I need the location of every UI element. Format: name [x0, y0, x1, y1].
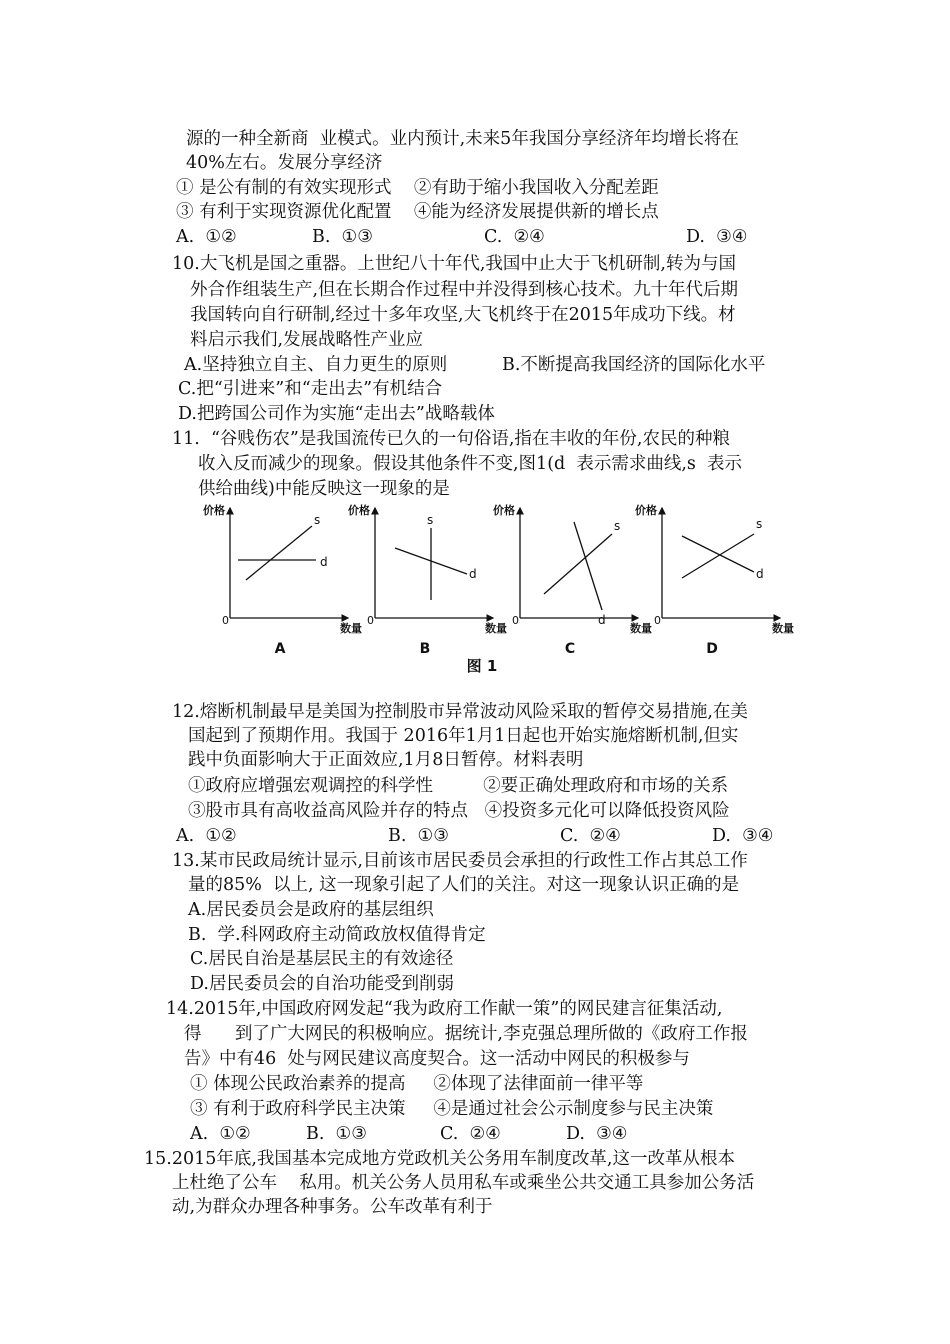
q12-answer-b: B. ①③	[388, 826, 449, 846]
q14-answer-a: A. ①②	[190, 1124, 251, 1144]
figure-caption: 图 1	[466, 657, 498, 675]
supply-demand-figure	[200, 500, 800, 690]
q10-stem-line-2: 外合作组装生产,但在长期合作过程中并没得到核心技术。九十年代后期	[190, 280, 739, 300]
q14-stem-line-3: 告》中有46 处与网民建议高度契合。这一活动中网民的积极参与	[184, 1049, 690, 1069]
panel-d-supply-curve	[682, 534, 754, 578]
q10-option-b: B.不断提高我国经济的国际化水平	[502, 355, 766, 375]
panel-d-y-label: 价格	[635, 504, 657, 517]
panel-c-label: C	[564, 641, 576, 657]
panel-c-s-label: s	[614, 519, 621, 533]
q10-option-c: C.把“引进来”和“走出去”有机结合	[178, 379, 443, 399]
q12-stem-line-3: 践中负面影响大于正面效应,1月8日暂停。材料表明	[188, 750, 584, 770]
q9-options-line-2: ③ 有利于实现资源优化配置 ④能为经济发展提供新的增长点	[176, 202, 659, 222]
q13-option-d: D.居民委员会的自治功能受到削弱	[190, 974, 454, 994]
panel-b-s-label: s	[427, 513, 434, 527]
panel-c-supply-curve	[544, 534, 612, 594]
q9-answer-b: B. ①③	[312, 227, 373, 247]
q9-text-line-2: 40%左右。发展分享经济	[186, 153, 383, 173]
panel-a-x-label: 数量	[340, 622, 362, 635]
q13-option-b: B. 学.科网政府主动简政放权值得肯定	[188, 925, 486, 945]
q9-answer-a: A. ①②	[176, 227, 237, 247]
panel-b-y-label: 价格	[348, 504, 370, 517]
panel-c-d-label: d	[598, 613, 606, 627]
q15-stem-line-3: 动,为群众办理各种事务。公车改革有利于	[172, 1197, 493, 1217]
panel-d-demand-curve	[682, 536, 754, 572]
q14-answer-d: D. ③④	[566, 1124, 628, 1144]
panel-a-origin: 0	[222, 614, 229, 627]
panel-b-d-label: d	[469, 567, 477, 581]
panel-d-origin: 0	[654, 614, 661, 627]
q12-options-line-2: ③股市具有高收益高风险并存的特点 ④投资多元化可以降低投资风险	[188, 801, 730, 821]
panel-c-y-label: 价格	[493, 504, 515, 517]
q15-stem-line-2: 上杜绝了公车 私用。机关公务人员用私车或乘坐公共交通工具参加公务活	[172, 1173, 755, 1193]
q10-stem-line-3: 我国转向自行研制,经过十多年攻坚,大飞机终于在2015年成功下线。材	[190, 305, 736, 325]
q9-answer-c: C. ②④	[484, 227, 545, 247]
panel-a-supply-curve	[246, 526, 312, 580]
panel-c-x-label: 数量	[630, 622, 652, 635]
q12-options-line-1: ①政府应增强宏观调控的科学性 ②要正确处理政府和市场的关系	[188, 776, 729, 796]
q11-stem-line-1: 11. “谷贱伤农”是我国流传已久的一句俗语,指在丰收的年份,农民的种粮	[172, 429, 730, 449]
q12-stem-line-1: 12.熔断机制最早是美国为控制股市异常波动风险采取的暂停交易措施,在美	[172, 702, 748, 722]
q14-stem-line-2: 得 到了广大网民的积极响应。据统计,李克强总理所做的《政府工作报	[184, 1024, 748, 1044]
panel-d-s-label: s	[756, 517, 763, 531]
q13-stem-line-2: 量的85% 以上, 这一现象引起了人们的关注。对这一现象认识正确的是	[188, 875, 740, 895]
q10-stem-line-4: 料启示我们,发展战略性产业应	[190, 330, 424, 350]
q15-stem-line-1: 15.2015年底,我国基本完成地方党政机关公务用车制度改革,这一改革从根本	[144, 1149, 735, 1169]
q9-options-line-1: ① 是公有制的有效实现形式 ②有助于缩小我国收入分配差距	[176, 178, 659, 198]
panel-a-s-label: s	[314, 513, 321, 527]
panel-c-origin: 0	[512, 614, 519, 627]
q9-text-line-1: 源的一种全新商 业模式。业内预计,未来5年我国分享经济年均增长将在	[186, 129, 739, 149]
panel-d-d-label: d	[756, 567, 764, 581]
q13-option-c: C.居民自治是基层民主的有效途径	[190, 949, 454, 969]
q14-options-line-1: ① 体现公民政治素养的提高 ②体现了法律面前一律平等	[190, 1074, 644, 1094]
panel-b-origin: 0	[367, 614, 374, 627]
panel-d-x-label: 数量	[772, 622, 794, 635]
q12-answer-c: C. ②④	[560, 826, 621, 846]
panel-c-demand-curve	[574, 522, 602, 610]
q12-answer-a: A. ①②	[176, 826, 237, 846]
q12-answer-d: D. ③④	[712, 826, 774, 846]
q14-options-line-2: ③ 有利于政府科学民主决策 ④是通过社会公示制度参与民主决策	[190, 1099, 714, 1119]
panel-d-label: D	[706, 641, 718, 657]
q14-answer-c: C. ②④	[440, 1124, 501, 1144]
q14-stem-line-1: 14.2015年,中国政府网发起“我为政府工作献一策”的网民建言征集活动,	[166, 999, 723, 1019]
panel-b-x-label: 数量	[485, 622, 507, 635]
q11-stem-line-2: 收入反而减少的现象。假设其他条件不变,图1(d 表示需求曲线,s 表示	[198, 454, 743, 474]
q10-stem-line-1: 10.大飞机是国之重器。上世纪八十年代,我国中止大于飞机研制,转为与国	[172, 254, 736, 274]
q13-stem-line-1: 13.某市民政局统计显示,目前该市居民委员会承担的行政性工作占其总工作	[172, 851, 748, 871]
q9-answer-d: D. ③④	[686, 227, 748, 247]
panel-a-y-label: 价格	[203, 504, 225, 517]
q14-answer-b: B. ①③	[306, 1124, 367, 1144]
q10-option-d: D.把跨国公司作为实施“走出去”战略载体	[178, 404, 495, 424]
panel-a-d-label: d	[320, 555, 328, 569]
q11-stem-line-3: 供给曲线)中能反映这一现象的是	[198, 479, 450, 499]
q12-stem-line-2: 国起到了预期作用。我国于 2016年1月1日起也开始实施熔断机制,但实	[188, 726, 739, 746]
panel-a-label: A	[274, 641, 286, 657]
q13-option-a: A.居民委员会是政府的基层组织	[188, 900, 434, 920]
q10-option-a: A.坚持独立自主、自力更生的原则	[184, 355, 448, 375]
panel-b-label: B	[419, 641, 431, 657]
